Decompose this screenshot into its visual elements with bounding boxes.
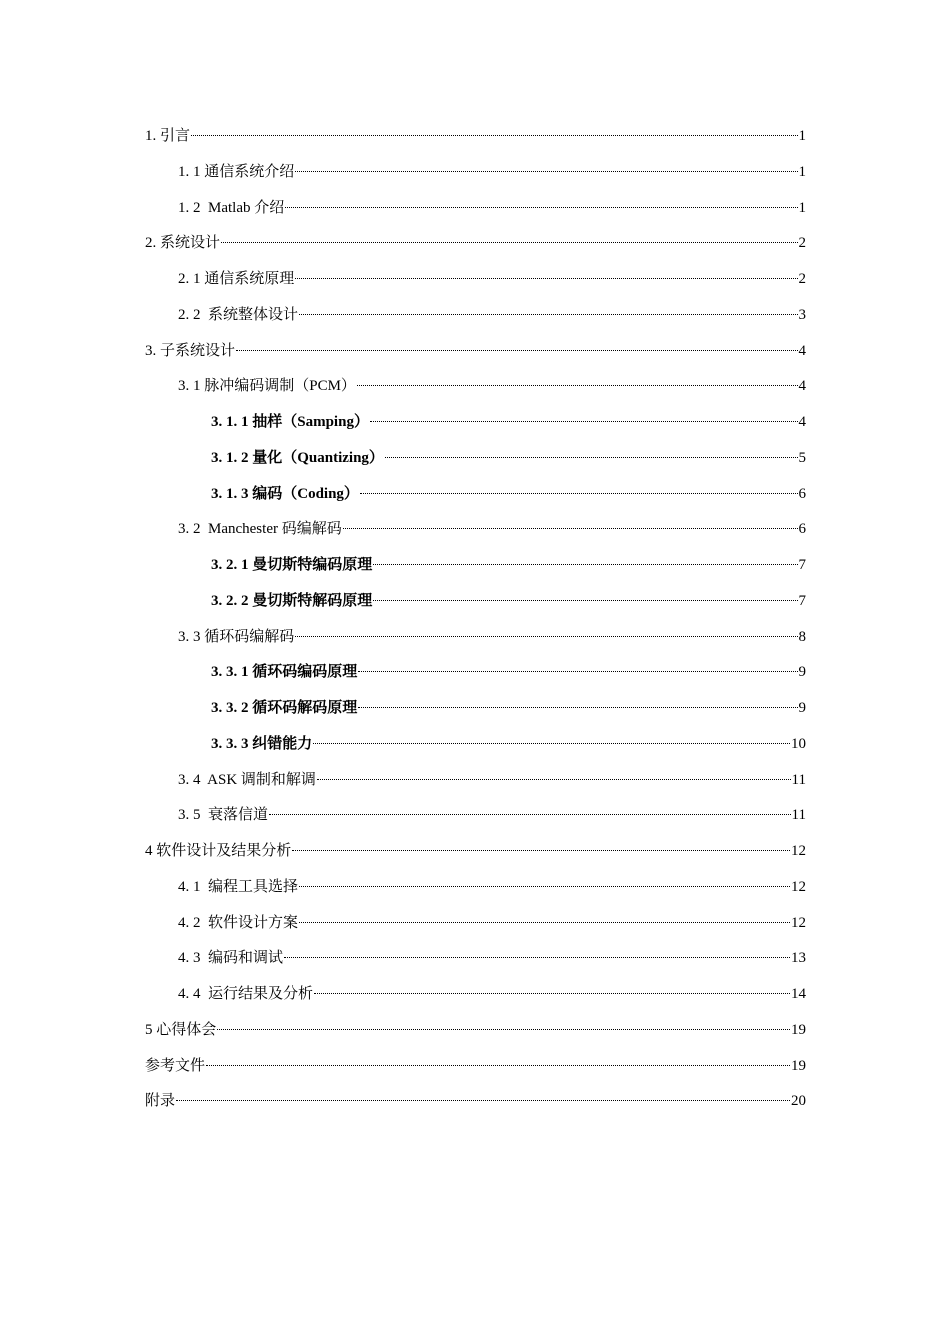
toc-dot-leader bbox=[357, 385, 798, 386]
toc-dot-leader bbox=[176, 1100, 790, 1101]
toc-entry[interactable] bbox=[145, 262, 806, 298]
toc-entry-title: 1. 引言 bbox=[145, 128, 191, 144]
toc-entry[interactable] bbox=[145, 119, 806, 155]
toc-entry-title: 3. 1. 3 编码（Coding） bbox=[211, 485, 359, 502]
toc-dot-leader bbox=[191, 135, 797, 136]
toc-entry-page-number: 13 bbox=[791, 950, 806, 967]
toc-dot-leader bbox=[358, 671, 797, 672]
toc-dot-leader bbox=[299, 886, 790, 887]
toc-dot-leader bbox=[285, 207, 797, 208]
toc-entry[interactable] bbox=[145, 941, 806, 977]
toc-entry-page-number: 10 bbox=[791, 735, 806, 752]
toc-entry-title: 4. 1 编程工具选择 bbox=[178, 878, 299, 895]
toc-entry[interactable] bbox=[145, 441, 806, 477]
toc-entry[interactable] bbox=[145, 655, 806, 691]
toc-entry-title: 1. 1 通信系统介绍 bbox=[178, 163, 295, 180]
toc-entry-title: 4. 3 编码和调试 bbox=[178, 950, 284, 967]
toc-dot-leader bbox=[373, 564, 797, 565]
toc-entry-page-number: 9 bbox=[798, 664, 806, 681]
toc-entry[interactable] bbox=[145, 334, 806, 370]
toc-dot-leader bbox=[295, 278, 797, 279]
toc-dot-leader bbox=[385, 457, 798, 458]
toc-entry-title: 3. 1. 2 量化（Quantizing） bbox=[211, 449, 384, 466]
toc-entry-title: 3. 4 ASK 调制和解调 bbox=[178, 771, 316, 788]
toc-entry[interactable] bbox=[145, 834, 806, 870]
toc-entry-page-number: 19 bbox=[791, 1021, 806, 1038]
toc-entry[interactable] bbox=[145, 155, 806, 191]
toc-entry[interactable] bbox=[145, 191, 806, 227]
table-of-contents bbox=[145, 119, 806, 1120]
toc-entry-page-number: 1 bbox=[798, 163, 806, 180]
toc-entry[interactable] bbox=[145, 584, 806, 620]
toc-entry[interactable] bbox=[145, 548, 806, 584]
toc-dot-leader bbox=[358, 707, 797, 708]
toc-entry[interactable] bbox=[145, 620, 806, 656]
toc-entry-title: 5 心得体会 bbox=[145, 1021, 217, 1038]
toc-entry[interactable] bbox=[145, 477, 806, 513]
toc-entry-title: 3. 子系统设计 bbox=[145, 342, 236, 359]
toc-dot-leader bbox=[269, 814, 791, 815]
toc-entry-page-number: 12 bbox=[791, 843, 806, 859]
toc-entry-title: 3. 1 脉冲编码调制（PCM） bbox=[178, 378, 356, 395]
toc-entry[interactable] bbox=[145, 977, 806, 1013]
toc-entry-title: 3. 3. 1 循环码编码原理 bbox=[211, 664, 358, 681]
toc-entry-page-number: 7 bbox=[798, 592, 806, 609]
toc-entry-page-number: 12 bbox=[791, 914, 806, 931]
toc-entry-page-number: 2 bbox=[798, 271, 806, 287]
toc-entry-title: 3. 1. 1 抽样（Samping） bbox=[211, 414, 369, 430]
toc-entry-page-number: 14 bbox=[791, 986, 806, 1002]
toc-entry[interactable] bbox=[145, 1084, 806, 1120]
toc-dot-leader bbox=[206, 1065, 790, 1066]
toc-entry-page-number: 6 bbox=[798, 521, 806, 538]
toc-entry-page-number: 4 bbox=[798, 342, 806, 359]
toc-entry-page-number: 6 bbox=[798, 485, 806, 502]
toc-entry[interactable] bbox=[145, 763, 806, 799]
toc-entry[interactable] bbox=[145, 512, 806, 548]
toc-entry-title: 4 软件设计及结果分析 bbox=[145, 843, 292, 859]
toc-entry-title: 3. 2. 1 曼切斯特编码原理 bbox=[211, 557, 373, 573]
toc-entry-title: 4. 4 运行结果及分析 bbox=[178, 986, 314, 1002]
toc-entry-title: 2. 系统设计 bbox=[145, 235, 221, 252]
toc-entry-title: 3. 2. 2 曼切斯特解码原理 bbox=[211, 592, 373, 609]
toc-dot-leader bbox=[295, 171, 797, 172]
toc-entry-page-number: 5 bbox=[798, 449, 806, 466]
toc-entry-title: 3. 5 衰落信道 bbox=[178, 807, 269, 824]
toc-entry-page-number: 11 bbox=[791, 771, 806, 788]
toc-entry[interactable] bbox=[145, 1049, 806, 1085]
toc-entry[interactable] bbox=[145, 691, 806, 727]
toc-dot-leader bbox=[314, 993, 790, 994]
toc-entry[interactable] bbox=[145, 298, 806, 334]
toc-entry-title: 3. 3. 3 纠错能力 bbox=[211, 735, 313, 752]
toc-entry[interactable] bbox=[145, 727, 806, 763]
toc-entry-title: 3. 3. 2 循环码解码原理 bbox=[211, 700, 358, 716]
toc-dot-leader bbox=[313, 743, 790, 744]
toc-entry[interactable] bbox=[145, 798, 806, 834]
toc-entry-page-number: 2 bbox=[798, 235, 806, 252]
toc-entry[interactable] bbox=[145, 906, 806, 942]
toc-dot-leader bbox=[299, 314, 797, 315]
toc-dot-leader bbox=[360, 493, 798, 494]
toc-entry-page-number: 11 bbox=[791, 807, 806, 824]
toc-entry-page-number: 12 bbox=[791, 878, 806, 895]
toc-entry-title: 附录 bbox=[145, 1093, 176, 1110]
toc-dot-leader bbox=[217, 1029, 790, 1030]
toc-dot-leader bbox=[292, 850, 790, 851]
toc-entry-page-number: 4 bbox=[798, 378, 806, 395]
toc-entry[interactable] bbox=[145, 226, 806, 262]
toc-dot-leader bbox=[299, 922, 790, 923]
toc-dot-leader bbox=[373, 600, 797, 601]
toc-dot-leader bbox=[284, 957, 790, 958]
toc-entry[interactable] bbox=[145, 369, 806, 405]
toc-entry[interactable] bbox=[145, 870, 806, 906]
toc-entry-title: 2. 1 通信系统原理 bbox=[178, 271, 295, 287]
toc-entry-page-number: 1 bbox=[798, 128, 806, 144]
toc-entry-page-number: 8 bbox=[798, 628, 806, 645]
toc-dot-leader bbox=[295, 636, 797, 637]
toc-dot-leader bbox=[221, 242, 797, 243]
toc-entry-page-number: 1 bbox=[798, 199, 806, 216]
toc-entry-page-number: 7 bbox=[798, 557, 806, 573]
toc-entry[interactable] bbox=[145, 1013, 806, 1049]
toc-entry-page-number: 20 bbox=[791, 1093, 806, 1110]
toc-entry-page-number: 4 bbox=[798, 414, 806, 430]
toc-dot-leader bbox=[343, 528, 798, 529]
toc-entry-title: 3. 2 Manchester 码编解码 bbox=[178, 521, 342, 538]
toc-dot-leader bbox=[317, 779, 791, 780]
toc-entry[interactable] bbox=[145, 405, 806, 441]
toc-entry-page-number: 19 bbox=[791, 1057, 806, 1074]
toc-entry-page-number: 3 bbox=[798, 306, 806, 323]
toc-entry-page-number: 9 bbox=[798, 700, 806, 716]
toc-entry-title: 3. 3 循环码编解码 bbox=[178, 628, 295, 645]
toc-entry-title: 4. 2 软件设计方案 bbox=[178, 914, 299, 931]
toc-dot-leader bbox=[370, 421, 798, 422]
toc-dot-leader bbox=[236, 350, 797, 351]
toc-entry-title: 2. 2 系统整体设计 bbox=[178, 306, 299, 323]
toc-entry-title: 1. 2 Matlab 介绍 bbox=[178, 199, 285, 216]
toc-entry-title: 参考文件 bbox=[145, 1057, 206, 1074]
